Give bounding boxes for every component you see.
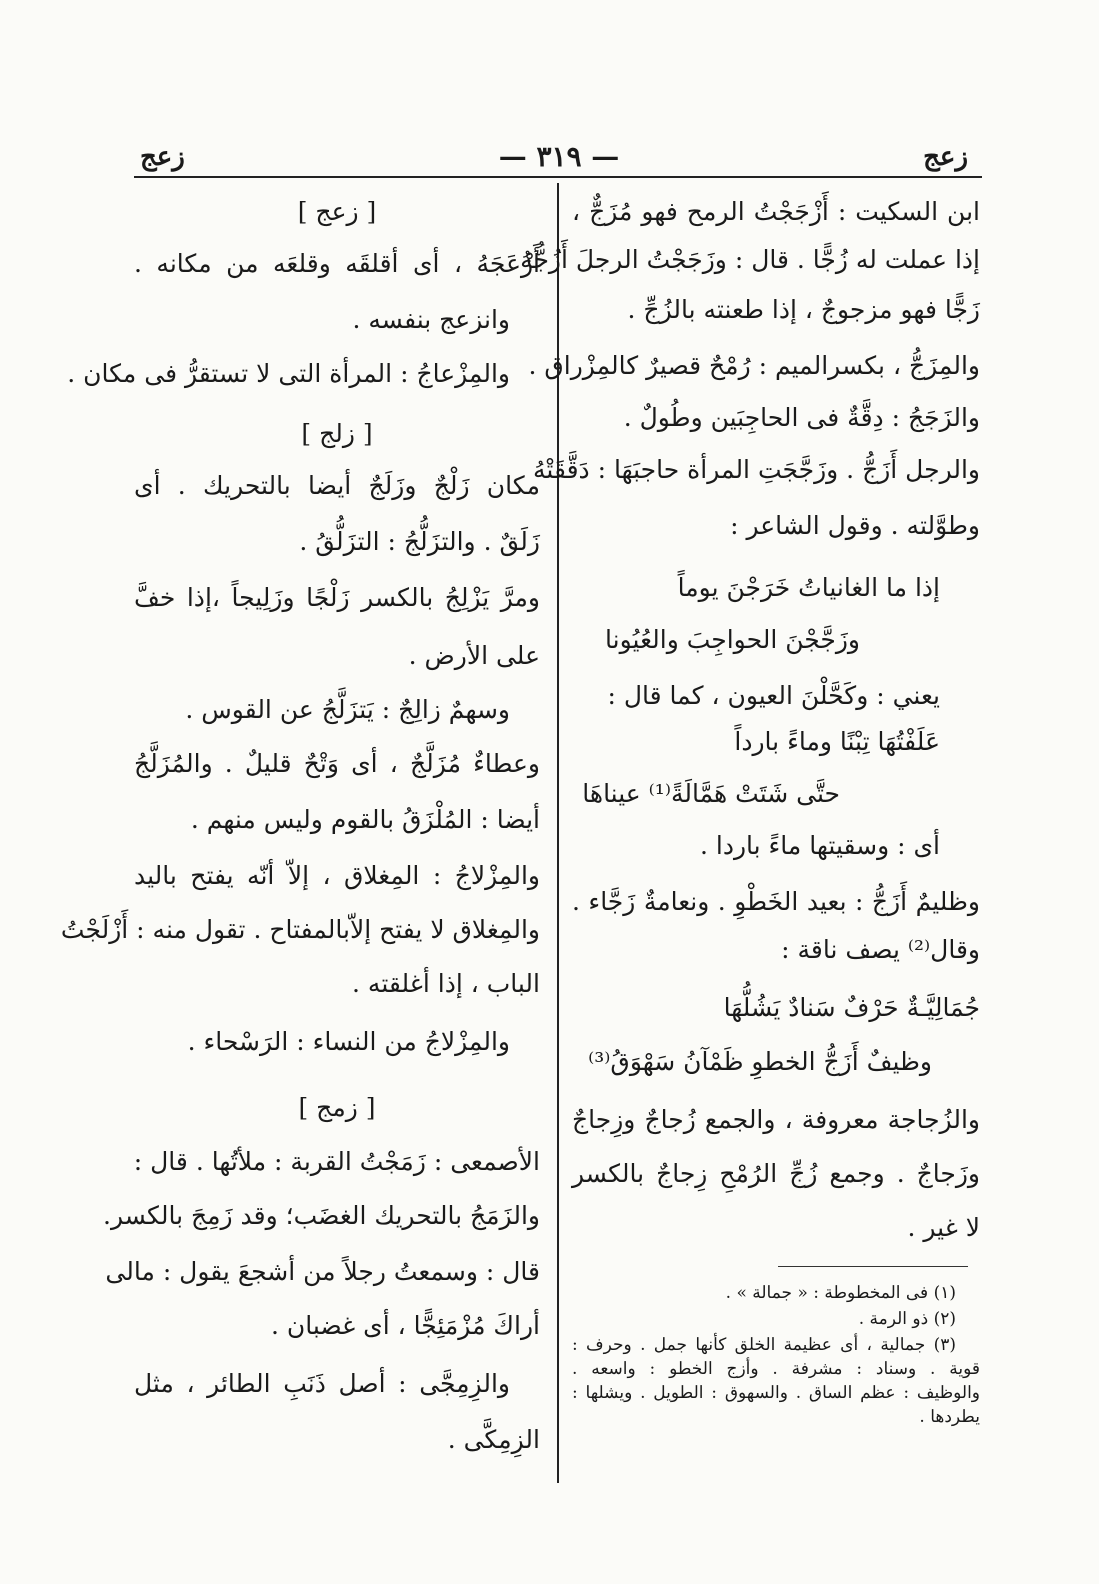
text-line: والمِزَجُّ ، بكسرالميم : رُمْحٌ قصيرٌ كالمِزْراق . [528, 351, 980, 380]
poem-verse: إذا ما الغانياتُ خَرَجْنَ يوماً [677, 573, 940, 602]
text-line: والمِغلاق لا يفتح إلاّبالمفتاح . تقول منه : أَزْلَجْتُ [60, 915, 540, 944]
entry-heading: [ زمج ] [298, 1093, 376, 1122]
text-line: ومرَّ يَزْلِجُ بالكسر زَلْجًا وزَلِيجاً ،إذا خفَّ [134, 583, 540, 612]
footnote: (٣) جمالية ، أى عظيمة الخلق كأنها جمل . وحرف : [572, 1335, 956, 1355]
text-line: والمِزْعاجُ : المرأة التى لا تستقرُّ فى مكان . [67, 359, 510, 388]
text-line: وزَجاجٌ . وجمع زُجِّ الرُمْحِ زِجاجٌ بالكسر [572, 1159, 980, 1188]
text-line: الأصمعى : زَمَجْتُ القربة : ملأتُها . قال : [133, 1147, 540, 1176]
text-line: والمِزْلاجُ : المِغلاق ، إلاّ أنّه يفتح باليد [134, 861, 540, 890]
text-line: وعطاءٌ مُزَلَّجٌ ، أى وَتْحٌ قليلٌ . والمُزَلَّجُ [134, 749, 540, 778]
footnote: (١) فى المخطوطة : « جمالة » . [725, 1283, 956, 1303]
text-line: والرجل أَزَجُّ . وزَجَّجَتِ المرأة حاجبَهَا : دَقَّقَتْهُ [533, 455, 980, 484]
text-line: والزَمَجُ بالتحريك الغضَب؛ وقد زَمِجَ بالكسر. [103, 1201, 540, 1230]
text-line: مكان زَلْجٌ وزَلَجٌ أيضا بالتحريك . أى [134, 471, 540, 500]
text-line: وقال⁽²⁾ يصف ناقة : [781, 935, 980, 964]
entry-heading: [ زعج ] [297, 197, 377, 226]
page-header [134, 138, 984, 178]
text-line: وسهمٌ زالِجٌ : يَتزَلَّجُ عن القوس . [185, 695, 510, 724]
page-number: — ٣١٩ — [498, 140, 620, 173]
text-line: والزُجاجة معروفة ، والجمع زُجاجٌ وزِجاجٌ [572, 1105, 980, 1134]
poem-verse: جُمَالِيَّـةٌ حَرْفٌ سَنادٌ يَشُلُّهَا [723, 993, 980, 1022]
text-line: لا غير . [907, 1213, 980, 1242]
footnote: قوية . وسناد : مشرفة . وأزج الخطو : واسعه . [572, 1359, 980, 1379]
text-line: إذا عملت له زُجًّا . قال : وزَجَجْتُ الرجلَ أَزُجُّهُ [520, 245, 980, 274]
text-line: زَجًّا فهو مزجوجٌ ، إذا طعنته بالزُجِّ . [627, 295, 980, 324]
text-line: الزِمِكَّى . [447, 1425, 540, 1454]
text-line: والمِزْلاجُ من النساء : الرَسْحاء . [187, 1027, 510, 1056]
poem-verse: عَلَفْتُهَا تِبْنًا وماءً بارداً [734, 727, 940, 756]
poem-verse: وزَجَّجْنَ الحواجِبَ والعُيُونا [605, 625, 860, 654]
text-line: أى : وسقيتها ماءً باردا . [699, 831, 940, 860]
text-line: ابن السكيت : أَزْجَجْتُ الرمح فهو مُزَجٌّ ، [572, 197, 980, 226]
text-line: أَزْعَجَهُ ، أى أقلقَه وقلعَه من مكانه . [134, 249, 540, 278]
text-line: أراكَ مُزْمَئِجًّا ، أى غضبان . [271, 1311, 540, 1340]
text-line: وانزعج بنفسه . [352, 305, 510, 334]
text-line: والزَجَجُ : دِقَّةٌ فى الحاجِبَين وطُولٌ . [623, 403, 980, 432]
footnote: يطردها . [919, 1407, 980, 1427]
text-line: أيضا : المُلْزَقُ بالقوم وليس منهم . [190, 805, 540, 834]
header-rule [134, 176, 982, 178]
poem-verse: حتَّى شَتَتْ هَمَّالَةً⁽¹⁾ عيناهَا [582, 779, 840, 808]
text-line: وظليمٌ أَزَجُّ : بعيد الخَطْوِ . ونعامةٌ زَجَّاء . [572, 887, 980, 916]
footnote: والوظيف : عظم الساق . والسهوق : الطويل . ويشلها : [572, 1383, 980, 1403]
text-line: والزِمِجَّى : أصل ذَنَبِ الطائر ، مثل [134, 1369, 510, 1398]
text-line: الباب ، إذا أغلقته . [352, 969, 540, 998]
text-line: وطوَّلته . وقول الشاعر : [730, 511, 980, 540]
entry-heading: [ زلج ] [301, 419, 373, 448]
header-entry-left: زعج [140, 142, 185, 172]
text-line: زَلَقٌ . والتزَلُّجُ : التزَلُّقُ . [299, 527, 540, 556]
footnote: (٢) ذو الرمة . [858, 1309, 956, 1329]
text-line: يعني : وكَحَّلْنَ العيون ، كما قال : [607, 681, 940, 710]
header-entry-right: زعج [923, 142, 968, 172]
text-line: قال : وسمعتُ رجلاً من أشجعَ يقول : مالى [105, 1257, 540, 1286]
text-line: على الأرض . [408, 641, 540, 670]
poem-verse: وظيفٌ أَزَجُّ الخطوِ ظَمْآنُ سَهْوَقُ⁽³⁾ [588, 1047, 932, 1076]
footnote-rule [778, 1266, 968, 1267]
